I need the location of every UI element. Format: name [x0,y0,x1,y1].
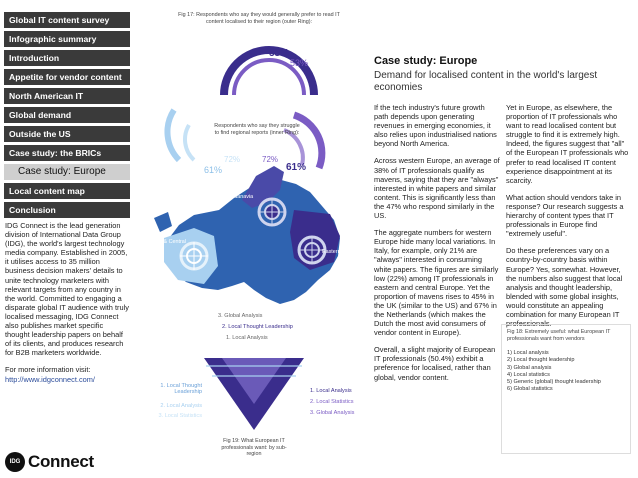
about-idg-connect [5,221,129,384]
map-label-scandinavia: Scandanavia [222,194,254,200]
fig19-left-label-1: 1. Local Thought Leadership [160,383,202,395]
article-paragraph: If the tech industry's future growth path depends upon generating revenues in emerging economies, it also relies upon industrialised nations beyond North America. [374,103,497,149]
nav-item-conclusion[interactable]: Conclusion [4,202,130,218]
fig19-top-label-2: 2. Local Thought Leadership [222,324,293,330]
fig18-item: 2) Local thought leadership [507,357,575,364]
nav-item-case-study-brics[interactable]: Case study: the BRICs [4,145,130,161]
more-info-label: For more information visit: [5,365,91,375]
nav-item-local-content-map[interactable]: Local content map [4,183,130,199]
nav-item-infographic-summary[interactable]: Infographic summary [4,31,130,47]
fig19-right-label-1: 1. Local Analysis [310,388,352,394]
nav-item-case-study-europe[interactable]: Case study: Europe [4,164,130,180]
nav-item-global-it-content-survey[interactable]: Global IT content survey [4,12,130,28]
about-text: IDG Connect is the lead generation division of International Data Group (IDG), the world's largest technology media company. Established in 2005, it utilises access to 35 million business decision makers' details to unite technology marketers with relevant targets from any country in the world. Committed to engaging a disparate global IT audience with truly localised messaging, IDG Connect also publishes market specific thought leadership papers on behalf of its clients, and produces research for B2B marketers worldwide. [5,221,129,358]
map-label-western: Western & Central Europe [142,239,186,251]
fig17-outer-left-pct: 53% [269,48,290,59]
article-paragraph: Overall, a slight majority of European IT professionals (50.4%) exhibit a preference for localised, rather than global, vendor content. [374,345,496,382]
fig17-inner-caption: Respondents who say they struggle to find regional reports (inner Ring): [214,123,300,136]
connect-logo-word: Connect [28,452,94,471]
nav-item-appetite-for-vendor-content[interactable]: Appetite for vendor content [4,69,130,85]
fig17-left-ring-light [167,110,179,160]
sidebar-nav [4,12,130,221]
article-title: Case study: Europe [374,55,478,67]
nav-item-north-american-it[interactable]: North American IT [4,88,130,104]
idg-connect-logo [5,452,94,472]
fig17-outer-right-pct: 53% [290,58,309,68]
article-paragraph: What action should vendors take in response? Our research suggests a hierarchy of content types that IT professionals in Europe find "extremely useful". [506,192,624,239]
article-subtitle: Demand for localised content in the world's largest economies [374,70,598,93]
europe-map [154,166,340,304]
fig17-inner-left-a: 61% [204,165,223,175]
fig17-inner-left-b: 72% [224,155,241,164]
fig18-item: 5) Generic (global) thought leadership [507,379,601,385]
article-paragraph: Yet in Europe, as elsewhere, the proportion of IT professionals who want to read localised content but struggle to find it is extremely high. Indeed, the figures suggest that "all" of the European IT professionals who prefer to read localised IT content experience disappointment at its scarcity. [506,103,629,185]
fig19-top-label-1: 1. Local Analysis [226,335,268,341]
fig19-right-label-2: 2. Local Statistics [310,399,354,405]
nav-item-global-demand[interactable]: Global demand [4,107,130,123]
fig17-caption: Fig 17: Respondents who say they would generally prefer to read IT content localised to their region (outer Ring): [178,12,340,25]
idg-logo-badge: IDG [5,452,25,472]
nav-item-outside-the-us[interactable]: Outside the US [4,126,130,142]
fig18-item: 6) Global statistics [507,386,553,393]
idgconnect-link[interactable]: http://www.idgconnect.com/ [5,374,95,384]
fig18-title: Fig 18: Extremely useful: what European IT professionals want from vendors [507,329,611,342]
fig17-left-ring-inner [185,125,194,160]
fig18-box [501,324,631,454]
fig19-left-label-2: 2. Local Analysis [160,403,202,409]
article-column-1 [374,103,500,390]
article-paragraph: Do these preferences vary on a country-by-country basis within Europe? Yes, somewhat. However, the numbers also suggest that local analysis and thought leadership, blended with some global insights, would constitute an appealing combination for many European IT professionals. [506,246,623,329]
article-paragraph: The aggregate numbers for western Europe hide many local variations. In Italy, for example, only 21% are "always" interested in consuming white papers. The figures are similarly low (22%) among IT professionals in eastern and central Europe. Yet the proportion of mavens rises to 45% in the UK (similar to the US) and 67% in the Netherlands (which makes the Dutch the most avid consumers of vendor content in Europe). [374,228,499,338]
uk-island [154,212,172,232]
fig18-item: 1) Local analysis [507,350,549,357]
fig17-inner-right-b: 61% [286,162,307,173]
fig18-item: 3) Global analysis [507,364,552,371]
nav-item-introduction[interactable]: Introduction [4,50,130,66]
article-paragraph: Across western Europe, an average of 38% of IT professionals qualify as mavens, saying that they are "always" interested in white papers and similar content. This is significantly less than the 47% who respond similarly in the US. [374,156,500,221]
fig17-inner-right-a: 72% [262,155,279,164]
infographic-panel [134,0,368,478]
fig19-top-label-3: 3. Global Analysis [218,313,263,319]
fig19-left-label-3: 3. Local Statistics [158,413,202,419]
fig19-right-label-3: 3. Global Analysis [310,410,355,416]
fig18-item: 4) Local statistics [507,371,550,378]
map-label-eastern: Eastern Europe [322,249,360,255]
article-column-2 [506,103,630,336]
fig19-caption: Fig 19: What European IT professionals want: by sub-region [221,438,287,458]
target-scandinavia [258,198,286,226]
